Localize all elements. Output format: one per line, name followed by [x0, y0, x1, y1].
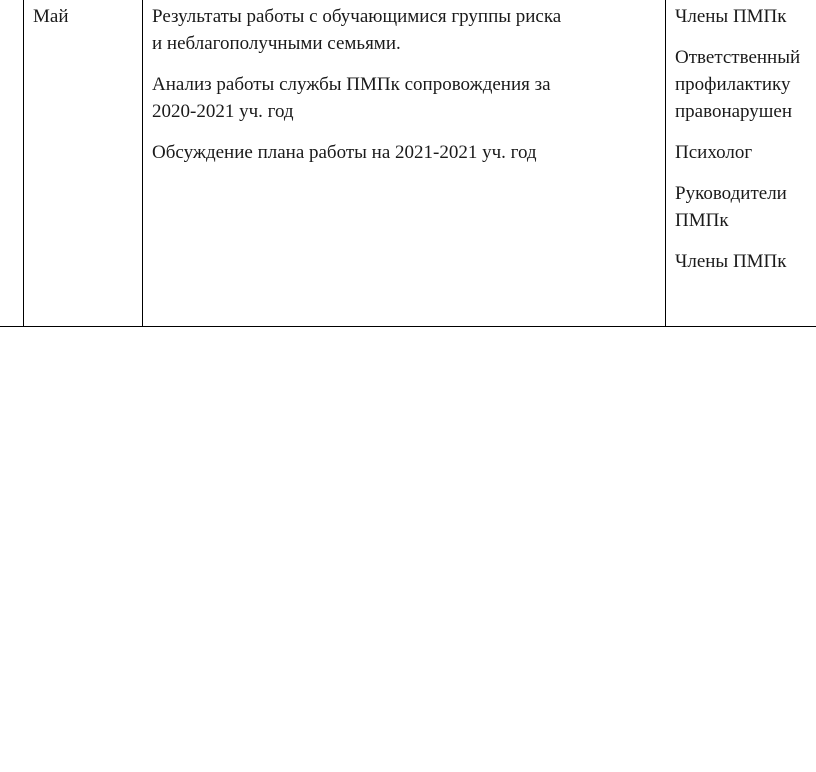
responsible-line: Ответственный: [675, 47, 801, 68]
content-line: 2020-2021 уч. год: [152, 101, 294, 122]
responsible-paragraph: [675, 44, 816, 125]
responsible-line: ПМПк: [675, 210, 729, 231]
responsible-paragraph: [675, 139, 816, 166]
responsible-line: Психолог: [675, 142, 753, 163]
plan-table: [0, 0, 816, 327]
content-line: Анализ работы службы ПМПк сопровождения за: [152, 74, 551, 95]
table-border-month: [142, 0, 143, 327]
content-cell: [152, 0, 660, 327]
table-border-content: [665, 0, 666, 327]
content-line: Обсуждение плана работы на 2021-2021 уч. год: [152, 142, 537, 163]
month-label: Май: [33, 6, 69, 27]
responsible-line: правонарушен: [675, 101, 793, 122]
content-paragraph: [152, 139, 660, 166]
content-paragraph: [152, 71, 660, 125]
content-line: и неблагополучными семьями.: [152, 33, 401, 54]
table-border-left: [23, 0, 24, 327]
responsible-paragraph: [675, 3, 816, 30]
responsible-line: Члены ПМПк: [675, 251, 787, 272]
month-cell: [33, 0, 69, 327]
responsible-paragraph: [675, 248, 816, 275]
content-line: Результаты работы с обучающимися группы риска: [152, 6, 562, 27]
responsible-line: Руководители: [675, 183, 787, 204]
content-paragraph: [152, 3, 660, 57]
responsible-paragraph: [675, 180, 816, 234]
responsible-line: Члены ПМПк: [675, 6, 787, 27]
responsible-cell: [675, 0, 816, 327]
responsible-line: профилактику: [675, 74, 791, 95]
